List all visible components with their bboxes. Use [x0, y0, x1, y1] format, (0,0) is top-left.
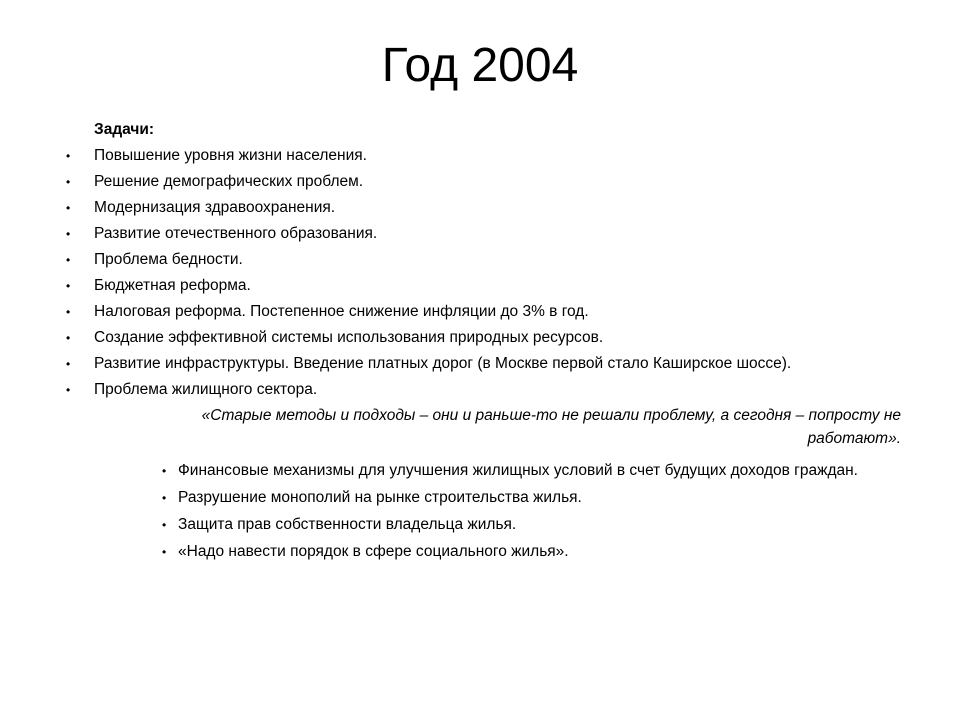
list-item-text: Решение демографических проблем.	[94, 173, 364, 190]
list-item	[66, 300, 916, 326]
list-item-text: Проблема бедности.	[94, 251, 243, 268]
bullet-dot-icon: •	[66, 149, 71, 163]
list-item-text: Модернизация здравоохранения.	[94, 199, 336, 216]
bullet-dot-icon: •	[162, 545, 167, 559]
list-item	[66, 196, 916, 222]
sub-list-item-text: Защита прав собственности владельца жилья.	[178, 516, 517, 533]
sub-list-item	[162, 514, 862, 536]
bullet-dot-icon: •	[66, 279, 71, 293]
housing-sub-list	[162, 460, 862, 563]
bullet-dot-icon: •	[162, 491, 167, 505]
bullet-dot-icon: •	[66, 357, 71, 371]
bullet-dot-icon: •	[66, 201, 71, 215]
list-item-text: Налоговая реформа. Постепенное снижение инфляции до 3% в год.	[94, 303, 589, 320]
sub-list-item-text: Разрушение монополий на рынке строительства жилья.	[178, 489, 582, 506]
sub-list-item-text: Финансовые механизмы для улучшения жилищных условий в счет будущих доходов граждан.	[178, 462, 858, 479]
slide-content	[66, 118, 916, 568]
bullet-dot-icon: •	[66, 175, 71, 189]
list-item-text: Проблема жилищного сектора.	[94, 381, 318, 398]
list-item	[66, 222, 916, 248]
sub-list-item	[162, 541, 862, 563]
bullet-dot-icon: •	[66, 253, 71, 267]
bullet-dot-icon: •	[66, 305, 71, 319]
list-item-text: Развитие отечественного образования.	[94, 225, 378, 242]
list-item	[66, 378, 916, 404]
sub-list-item	[162, 460, 862, 482]
bullet-dot-icon: •	[66, 383, 71, 397]
tasks-heading: Задачи:	[94, 121, 155, 138]
list-item	[66, 326, 916, 352]
bullet-dot-icon: •	[162, 518, 167, 532]
list-item-text: Создание эффективной системы использования природных ресурсов.	[94, 329, 604, 346]
list-item	[66, 248, 916, 274]
list-item-text: Развитие инфраструктуры. Введение платных дорог (в Москве первой стало Каширское шоссе).	[94, 355, 792, 372]
list-item	[66, 274, 916, 300]
slide-title: Год 2004	[381, 39, 579, 92]
list-item	[66, 352, 916, 378]
list-item-text: Бюджетная реформа.	[94, 277, 251, 294]
sub-list-item-text: «Надо навести порядок в сфере социального жилья».	[178, 543, 569, 560]
bullet-dot-icon: •	[66, 227, 71, 241]
bullet-dot-icon: •	[162, 464, 167, 478]
list-item	[66, 170, 916, 196]
sub-list-item	[162, 487, 862, 509]
list-item	[66, 144, 916, 170]
list-item-text: Повышение уровня жизни населения.	[94, 147, 367, 164]
tasks-list	[66, 144, 916, 404]
quote-text: «Старые методы и подходы – они и раньше-то не решали проблему, а сегодня – попросту не работают».	[201, 407, 901, 447]
bullet-dot-icon: •	[66, 331, 71, 345]
